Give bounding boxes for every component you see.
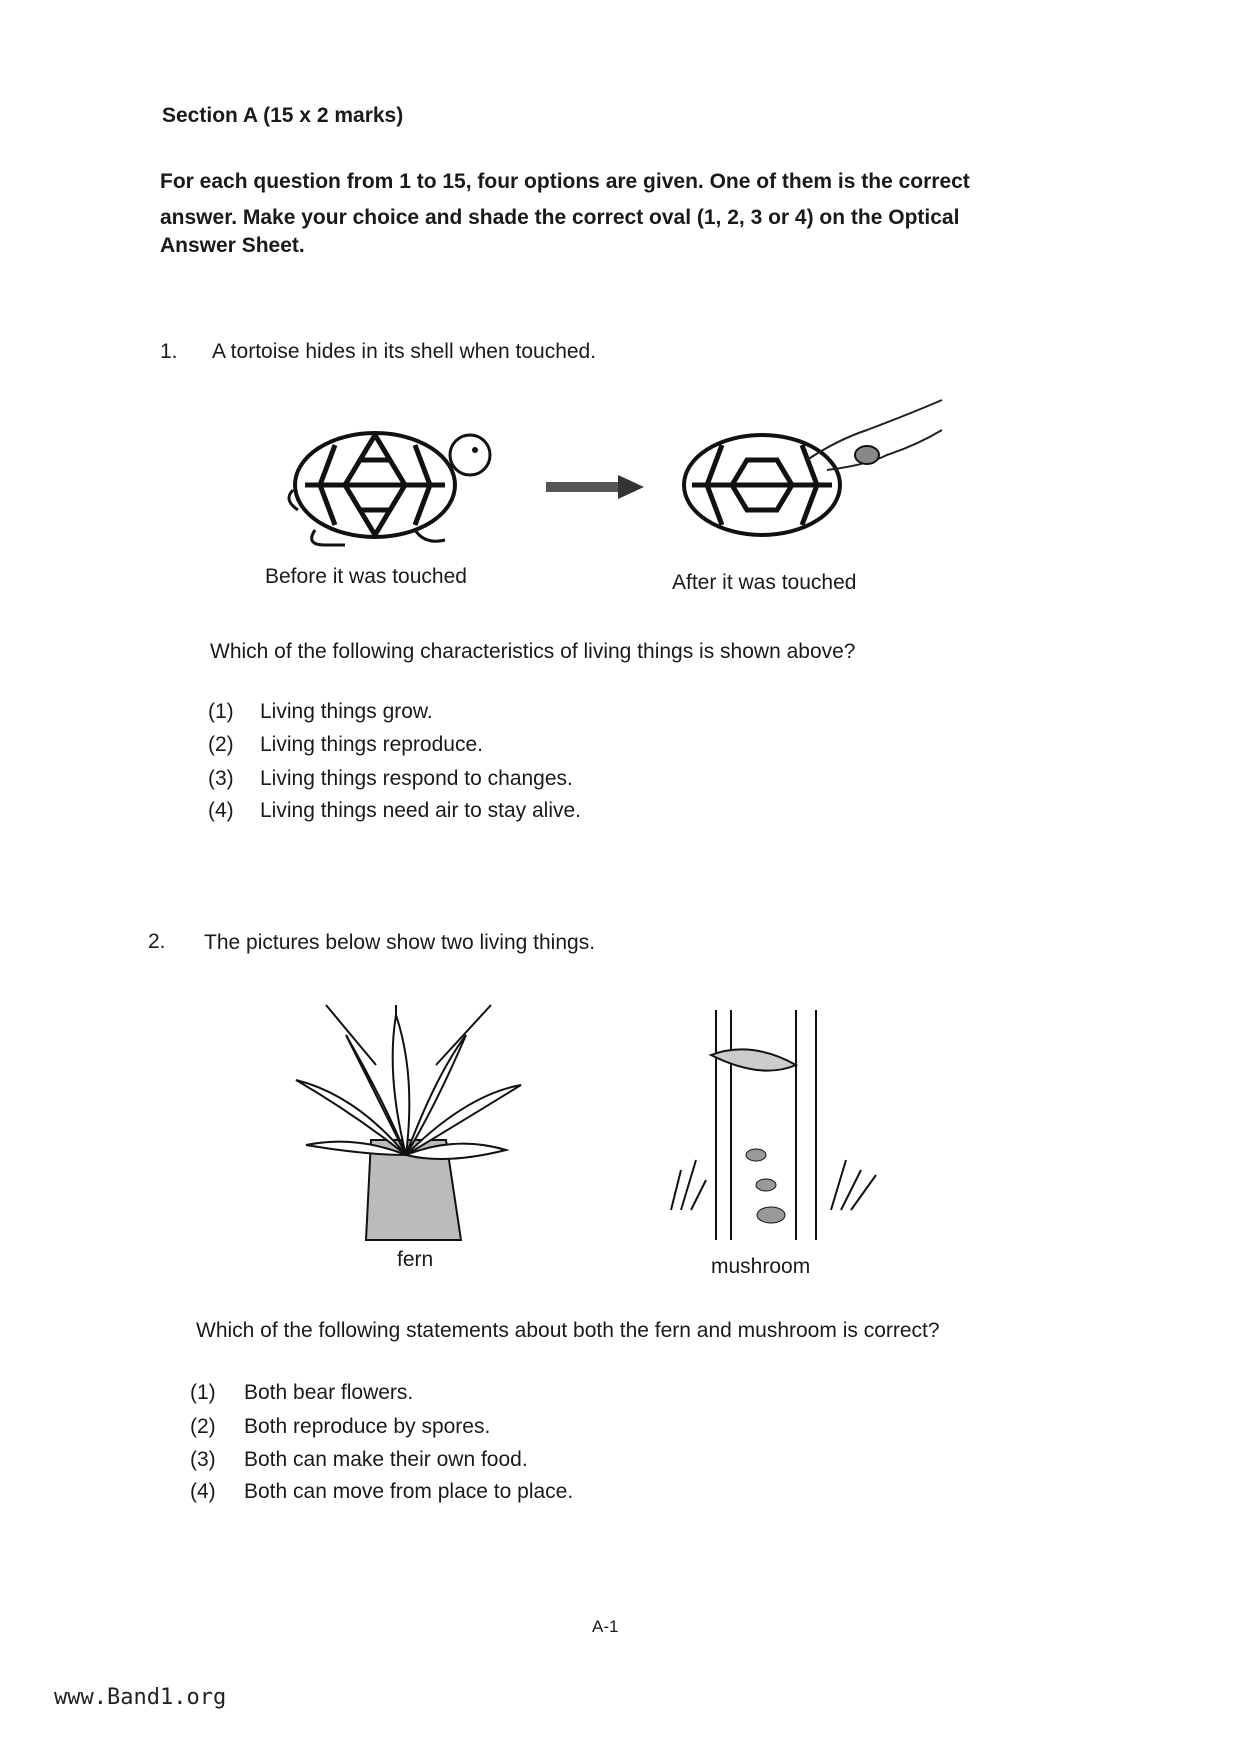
option-number: (2) (208, 733, 234, 756)
question-prompt: Which of the following characteristics of living things is shown above? (210, 640, 856, 663)
instruction-line: Answer Sheet. (160, 234, 305, 257)
arrow-icon (546, 475, 646, 499)
option-number: (4) (208, 799, 234, 822)
option-text: Both bear flowers. (244, 1381, 414, 1404)
option-number: (4) (190, 1480, 216, 1503)
watermark: www.Band1.org (54, 1685, 227, 1710)
instruction-line: For each question from 1 to 15, four options are given. One of them is the correct (160, 170, 970, 193)
option-number: (1) (190, 1381, 216, 1404)
option-text: Living things reproduce. (260, 733, 483, 756)
option-text: Living things respond to changes. (260, 767, 573, 790)
option-text: Living things need air to stay alive. (260, 799, 582, 822)
question-stem: A tortoise hides in its shell when touched. (212, 340, 597, 363)
option-number: (1) (208, 700, 234, 723)
option-text: Both reproduce by spores. (244, 1415, 491, 1438)
page-number: A-1 (592, 1617, 619, 1636)
tortoise-before-illustration (285, 420, 510, 550)
question-number: 1. (160, 340, 178, 363)
question-prompt: Which of the following statements about both the fern and mushroom is correct? (196, 1319, 940, 1342)
caption-fern: fern (397, 1248, 434, 1271)
question-stem: The pictures below show two living things. (204, 931, 596, 954)
caption-before: Before it was touched (265, 565, 467, 588)
option-number: (2) (190, 1415, 216, 1438)
caption-mushroom: mushroom (711, 1255, 811, 1278)
mushroom-illustration (671, 1010, 876, 1240)
option-number: (3) (208, 767, 234, 790)
instruction-line: answer. Make your choice and shade the correct oval (1, 2, 3 or 4) on the Optical (160, 206, 960, 229)
tortoise-after-illustration (677, 400, 947, 550)
fern-illustration (296, 1005, 521, 1240)
option-number: (3) (190, 1448, 216, 1471)
caption-after: After it was touched (672, 571, 857, 594)
option-text: Living things grow. (260, 700, 433, 723)
section-title: Section A (15 x 2 marks) (162, 104, 404, 127)
option-text: Both can make their own food. (244, 1448, 528, 1471)
question-number: 2. (148, 930, 166, 953)
option-text: Both can move from place to place. (244, 1480, 574, 1503)
